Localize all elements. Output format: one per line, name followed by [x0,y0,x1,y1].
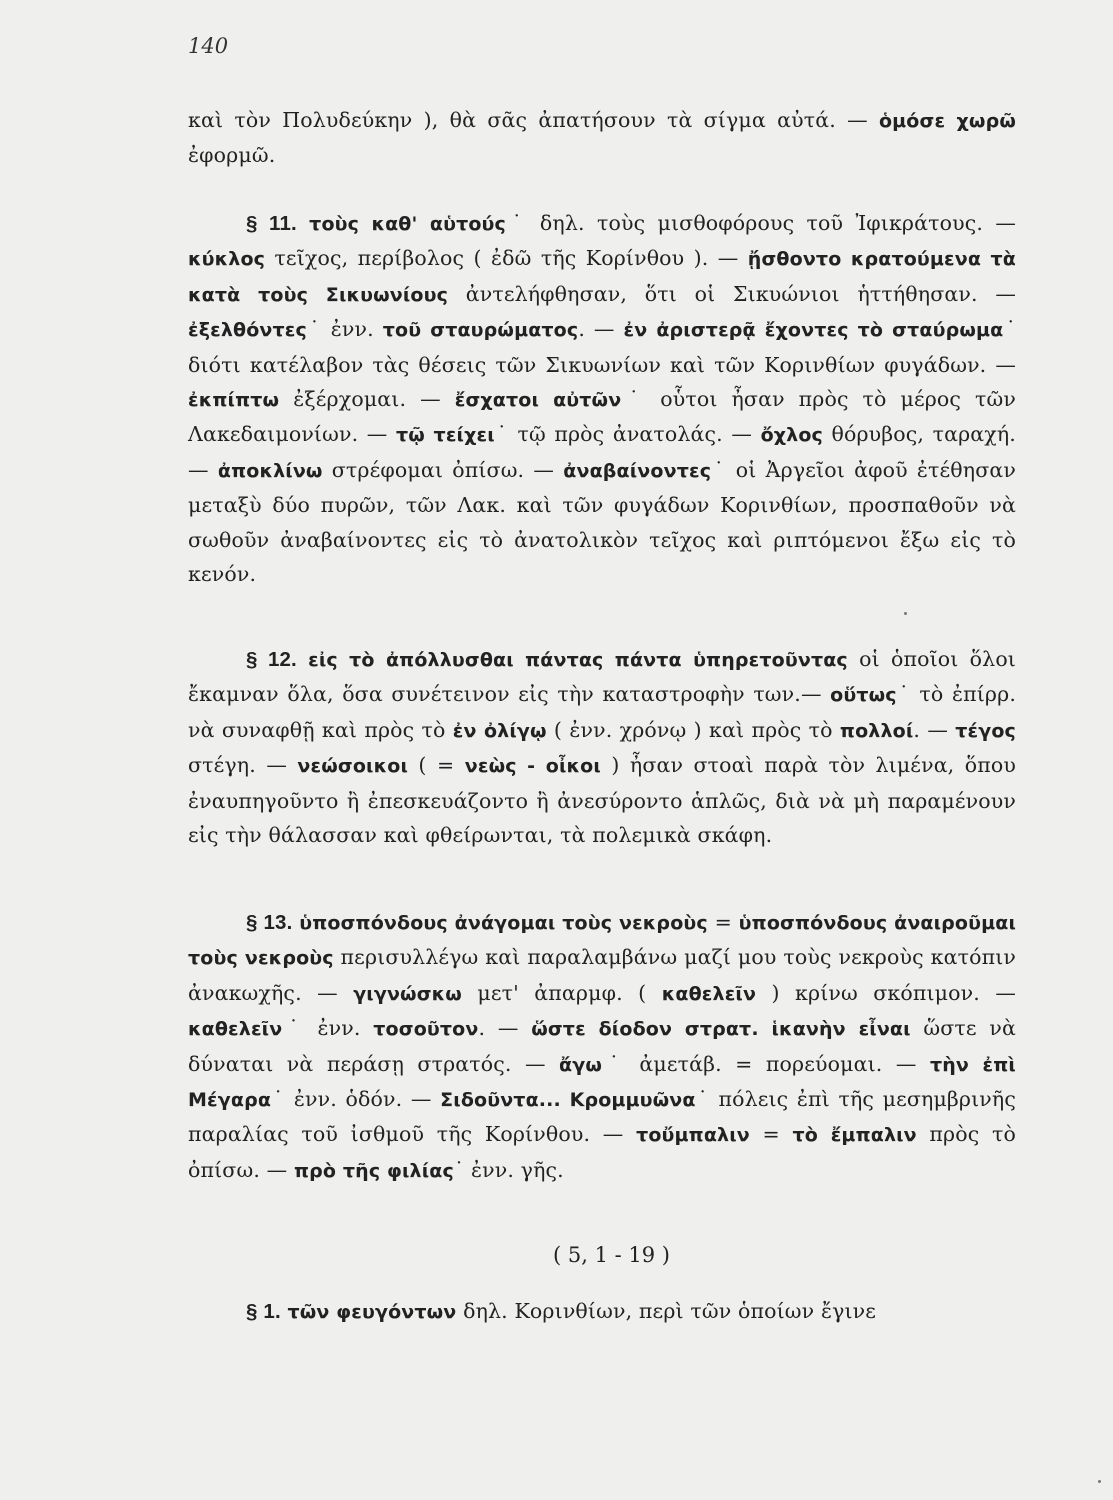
body-text: ˙ ἐνν. [282,1016,374,1041]
bold-term: γιγνώσκω [353,982,462,1005]
bold-term: ἀποκλίνω [217,459,323,482]
bold-term: ἔσχατοι αὐτῶν [454,389,622,412]
bold-term: καθελεῖν [661,982,757,1005]
body-text: ˙ διότι κατέλαβον τὰς θέσεις τῶν Σικυωνίων καὶ τῶν Κορινθίων φυγάδων. — [188,317,1016,377]
bold-term: ἐκπίπτω [188,389,280,412]
body-text: ˙ πόλεις ἐπὶ τῆς μεσημβρινῆς παραλίας τοῦ ἰσθμοῦ τῆς Κορίνθου. — [188,1087,1016,1147]
section-marker: § 12. [246,648,297,671]
bold-term: ἄγω [559,1053,603,1076]
body-text: = [707,910,739,934]
bold-term: ᾔσθοντο κρατούμενα τὰ κατὰ τοὺς Σικυωνίους [188,248,1016,306]
body-text: μετ' ἀπαρμφ. ( [461,980,662,1005]
body-text: ˙ ἀμετάβ. = πορεύομαι. — [602,1051,930,1076]
bold-term: τὴν ἐπὶ Μέγαρα [188,1053,1016,1112]
body-text: ) κρίνω σκόπιμον. — [756,980,1016,1005]
body-text: ( = [408,753,465,778]
body-text: ˙ ἐνν. ὁδόν. — [271,1087,441,1112]
body-text: . — [913,717,956,742]
body-text: θόρυβος, ταραχή. — [188,422,1016,482]
body-text: ˙ ἐνν. [306,317,383,342]
body-text: ( ἐνν. χρόνῳ ) καὶ πρὸς τὸ [546,717,840,742]
body-text: ˙ δηλ. τοὺς μισθοφόρους τοῦ Ἰφικράτους. — [505,211,1016,235]
page-number: 140 [188,34,229,58]
bold-term: τὸ ἔμπαλιν [792,1124,917,1147]
body-text: ˙ οἱ Ἀργεῖοι ἀφοῦ ἐτέθησαν μεταξὺ δύο πυρῶν, τῶν Λακ. καὶ τῶν φυγάδων Κορινθίων, προσπαθοῦν νὰ σωθοῦν ἀναβαίνοντες εἰς τὸ ἀνατολικὸν τεῖχος καὶ ριπτόμενοι ἔξω εἰς τὸ κενόν. [188,457,1016,587]
bold-term: τοὔμπαλιν [636,1124,750,1147]
paragraph-text [188,206,1016,591]
section-marker: § 11. [246,212,297,235]
bold-term: τέγος [955,719,1016,742]
bold-term: τοὺς καθ' αὑτούς [309,213,506,235]
bold-term: Σιδοῦντα... Κρομμυῶνα [440,1089,696,1112]
bold-term: τῷ τείχει [395,424,495,447]
bold-term: καθελεῖν [188,1018,283,1041]
bold-term: πολλοί [839,719,914,742]
bold-term: εἰς τὸ ἀπόλλυσθαι πάντας πάντα ὑπηρετοῦντας [308,649,848,671]
body-text: ἐξέρχομαι. — [279,387,455,412]
bold-term: οὕτως [830,684,897,707]
bold-term: ἀναβαίνοντες [563,459,712,482]
bold-term: κύκλος [188,248,266,271]
body-text: . — [578,317,624,342]
bold-term: τοῦ σταυρώματος [382,319,579,342]
body-text: οἱ ὁποῖοι ὅλοι ἔκαμναν ὅλα, ὅσα συνέτεινον εἰς τὴν καταστροφὴν των.— [188,647,1016,707]
body-text: καὶ τὸν Πολυδεύκην ), θὰ σᾶς ἀπατήσουν τὰ σίγμα αὐτά. — [188,108,879,132]
paragraph-text [188,905,1016,1188]
bold-term: ὄχλος [760,424,823,447]
paragraph-section-12 [188,642,1016,852]
body-text: ὥστε νὰ δύναται νὰ περάσῃ στρατός. — [188,1016,1016,1076]
body-text: στρέφομαι ὀπίσω. — [322,457,564,482]
body-text: τεῖχος, περίβολος ( ἐδῶ τῆς Κορίνθου ). — [265,246,748,271]
body-text: ˙ ἐνν. γῆς. [453,1157,564,1182]
body-text: ˙ οὗτοι ἦσαν πρὸς τὸ μέρος τῶν Λακεδαιμονίων. — [188,387,1016,447]
section-marker: § 1. [246,1300,281,1323]
bold-term: ἐν ἀριστερᾷ ἔχοντες τὸ σταύρωμα [623,319,1004,342]
body-text: . — [478,1016,532,1041]
bold-term: νεὼς - οἶκοι [464,755,601,778]
print-speck [904,612,907,615]
paragraph-section-13 [188,905,1016,1188]
body-text: = [749,1122,793,1147]
bold-term: ἐξελθόντες [188,319,307,342]
bold-term: τοσοῦτον [373,1018,479,1041]
body-text: δηλ. Κορινθίων, περὶ τῶν ὁποίων ἔγινε [456,1299,877,1323]
bold-term: ὥστε δίοδον στρατ. ἱκανὴν εἶναι [531,1018,911,1041]
body-text: πρὸς τὸ ὀπίσω. — [188,1122,1016,1182]
paragraph-section-1 [188,1294,1016,1329]
paragraph-text [188,1294,1016,1329]
paragraph-text [188,642,1016,852]
print-speck [1098,1480,1101,1483]
bold-term: ὑποσπόνδους ἀναιροῦμαι τοὺς νεκροὺς [188,912,1016,970]
bold-term: ἐν ὀλίγῳ [452,719,547,742]
chapter-range-heading: ( 5, 1 - 19 ) [553,1243,670,1267]
body-text: ἀντελήφθησαν, ὅτι οἱ Σικυώνιοι ἡττήθησαν. — [448,281,1016,306]
bold-term: πρὸ τῆς φιλίας [293,1159,454,1182]
body-text: περισυλλέγω καὶ παραλαμβάνω μαζί μου τοὺς νεκροὺς κατόπιν ἀνακωχῆς. — [188,945,1016,1005]
body-text: ˙ τὸ ἐπίρρ. νὰ συναφθῇ καὶ πρὸς τὸ [188,682,1017,742]
bold-term: νεώσοικοι [297,755,408,778]
section-marker: § 13. [246,911,293,934]
body-text: ) ἦσαν στοαὶ παρὰ τὸν λιμένα, ὅπου ἐναυπηγοῦντο ἢ ἐπεσκευάζοντο ἢ ἀνεσύροντο ἁπλῶς, διὰ νὰ μὴ παραμένουν εἰς τὴν θάλασσαν καὶ φθείρωνται, τὰ πολεμικὰ σκάφη. [188,753,1016,848]
paragraph-section-11 [188,206,1016,591]
body-text: ἐφορμῶ. [188,143,276,168]
body-text: στέγη. — [188,753,298,778]
bold-term: ὁμόσε χωρῶ [878,110,1016,132]
paragraph-continuation [188,103,1016,173]
paragraph-text [188,103,1016,173]
body-text: ˙ τῷ πρὸς ἀνατολάς. — [494,422,761,447]
bold-term: ὑποσπόνδους ἀνάγομαι τοὺς νεκροὺς [299,912,708,934]
bold-term: τῶν φευγόντων [287,1301,457,1323]
